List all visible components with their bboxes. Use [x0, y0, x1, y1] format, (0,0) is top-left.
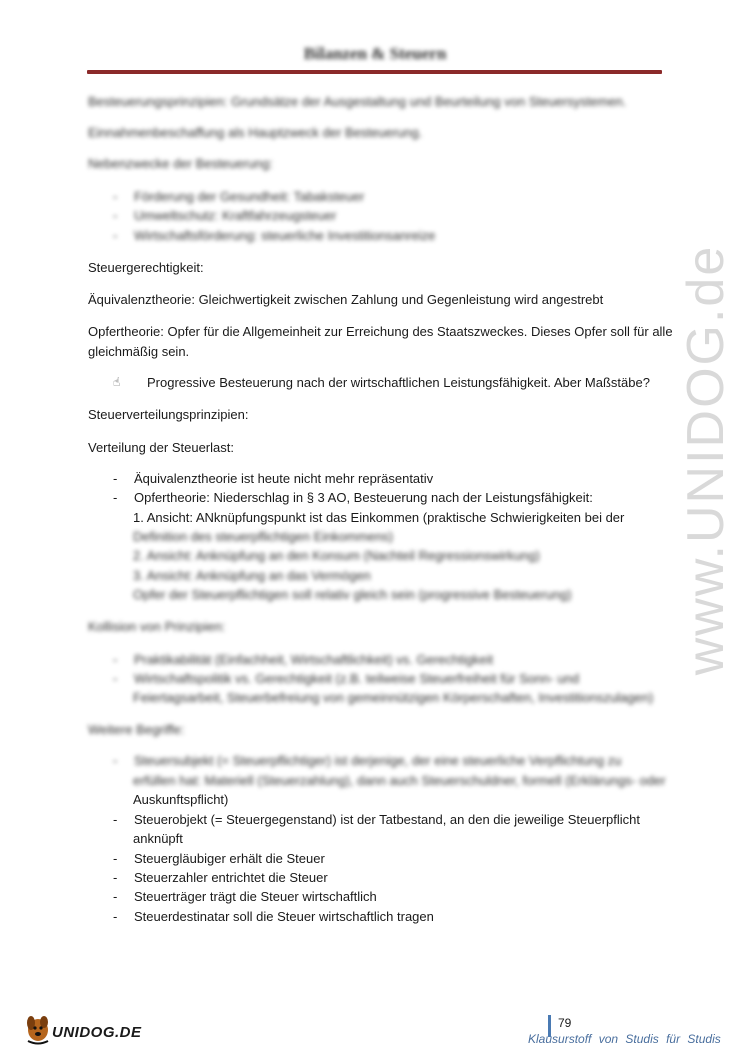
- section-verteilung-last: Verteilung der Steuerlast:: [88, 440, 234, 455]
- list-item: - Steuerzahler entrichtet die Steuer: [113, 870, 328, 885]
- list-continuation: anknüpft: [133, 831, 183, 846]
- page-header-title: Bilanzen & Steuern: [303, 44, 447, 63]
- logo-text: UNIDOG.DE: [52, 1024, 142, 1041]
- aequivalenz-paragraph: Äquivalenztheorie: Gleichwertigkeit zwischen Zahlung und Gegenleistung wird angestrebt: [88, 292, 604, 307]
- list-item: - Steuerobjekt (= Steuergegenstand) ist der Tatbestand, an den die jeweilige Steuerpflicht: [113, 812, 641, 827]
- list-item: - Steuersubjekt (= Steuerpflichtiger) ist derjenige, der eine steuerliche Verpflichtung zu: [113, 753, 622, 768]
- list-item: - Steuerträger trägt die Steuer wirtschaftlich: [113, 889, 377, 904]
- list-item: - Praktikabilität (Einfachheit, Wirtschaftlichkeit) vs. Gerechtigkeit: [113, 652, 494, 667]
- section-weitere-begriffe: Weitere Begriffe:: [88, 722, 185, 737]
- list-continuation: Feiertagsarbeit, Steuerbefreiung von gemeinnützigen Körperschaften, Investitionszulagen): [133, 690, 654, 705]
- list-continuation: Auskunftspflicht): [133, 792, 229, 807]
- list-item: - Umweltschutz: Kraftfahrzeugsteuer: [113, 208, 337, 223]
- list-continuation: erfüllen hat: Materiell (Steuerzahlung), dann auch Steuerschuldner, formell (Erklärungs- oder: [133, 773, 666, 788]
- ansicht-line: Definition des steuerpflichtigen Einkommens): [133, 529, 394, 544]
- watermark: www.UNIDOG.de: [677, 244, 735, 676]
- list-item: - Äquivalenztheorie ist heute nicht mehr repräsentativ: [113, 471, 434, 486]
- ansicht-1: 1. Ansicht: ANknüpfungspunkt ist das Einkommen (praktische Schwierigkeiten bei der: [133, 510, 625, 525]
- pointing-hand-icon: ☝: [113, 375, 121, 389]
- ansicht-line: 2. Ansicht: Anknüpfung an den Konsum (Nachteil Regressionswirkung): [133, 548, 540, 563]
- footer-tagline: Klausurstoff von Studis für Studis: [528, 1032, 721, 1046]
- list-item: - Opfertheorie: Niederschlag in § 3 AO, Besteuerung nach der Leistungsfähigkeit:: [113, 490, 593, 505]
- progressive-note: Progressive Besteuerung nach der wirtschaftlichen Leistungsfähigkeit. Aber Maßstäbe?: [147, 375, 650, 390]
- intro-line-3: Nebenzwecke der Besteuerung:: [88, 156, 274, 171]
- intro-line-2: Einnahmenbeschaffung als Hauptzweck der Besteuerung.: [88, 125, 423, 140]
- intro-line-1: Besteuerungsprinzipien: Grundsätze der Ausgestaltung und Beurteilung von Steuersystemen.: [88, 94, 627, 109]
- ansicht-line: 3. Ansicht: Anknüpfung an das Vermögen: [133, 568, 371, 583]
- page-number: 79: [558, 1016, 572, 1030]
- opfer-paragraph-line-2: gleichmäßig sein.: [88, 344, 190, 359]
- section-steuergerechtigkeit: Steuergerechtigkeit:: [88, 260, 204, 275]
- opfer-paragraph-line-1: Opfertheorie: Opfer für die Allgemeinheit zur Erreichung des Staatszweckes. Dieses Opfer soll für alle: [88, 324, 673, 339]
- header-rule: [87, 70, 662, 74]
- list-item: - Wirtschaftspolitik vs. Gerechtigkeit (z.B. teilweise Steuerfreiheit für Sonn- und: [113, 671, 580, 686]
- ansicht-line: Opfer der Steuerpflichtigen soll relativ gleich sein (progressive Besteuerung): [133, 587, 572, 602]
- list-item: - Steuergläubiger erhält die Steuer: [113, 851, 325, 866]
- section-kollision: Kollision von Prinzipien:: [88, 619, 226, 634]
- list-item: - Steuerdestinatar soll die Steuer wirtschaftlich tragen: [113, 909, 434, 924]
- list-item: - Förderung der Gesundheit: Tabaksteuer: [113, 189, 365, 204]
- section-verteilungsprinzipien: Steuerverteilungsprinzipien:: [88, 407, 249, 422]
- list-item: - Wirtschaftsförderung: steuerliche Investitionsanreize: [113, 228, 436, 243]
